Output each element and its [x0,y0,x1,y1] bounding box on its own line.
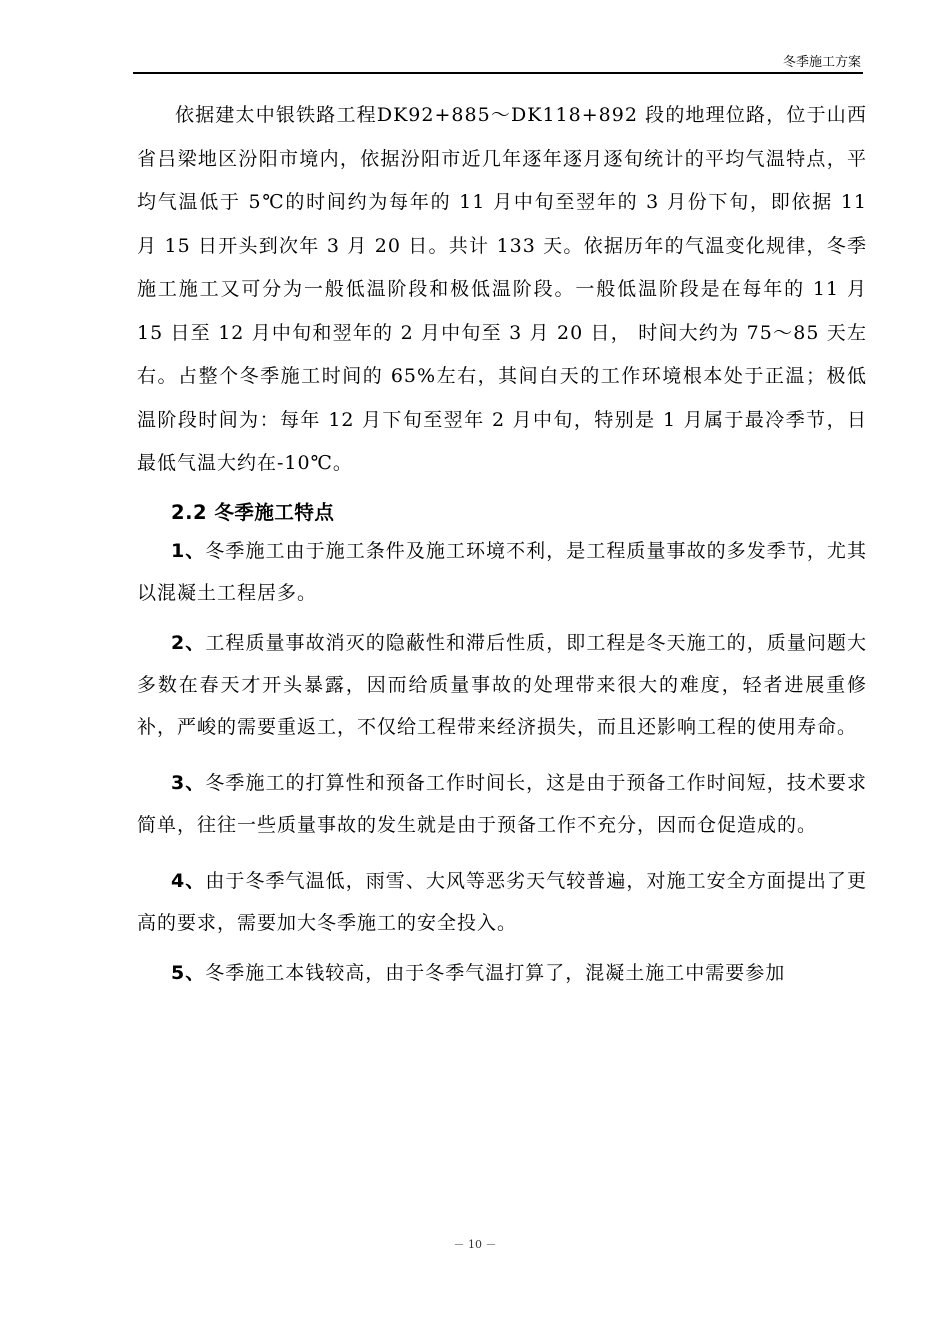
item-separator: 、 [185,869,206,892]
item-text: 冬季施工本钱较高，由于冬季气温打算了，混凝土施工中需要参加 [205,961,786,984]
item-number: 1 [171,539,186,562]
item-text: 工程质量事故消灭的隐蔽性和滞后性质，即工程是冬天施工的，质量问题大多数在春天才开头暴露，因而给质量事故的处理带来很大的难度，轻者进展重修补，严峻的需要重返工，不仅给工程带来经济损失，而且还影响工程的使用寿命。 [137,631,867,738]
page-number: － 10 － [453,1238,497,1251]
section-heading: 2.2 冬季施工特点 [171,500,335,524]
list-item [137,860,867,944]
item-text: 由于冬季气温低，雨雪、大风等恶劣天气较普遍，对施工安全方面提出了更高的要求，需要加大冬季施工的安全投入。 [137,869,867,934]
item-number: 2 [171,631,186,654]
item-number: 5 [171,961,186,984]
item-text: 冬季施工由于施工条件及施工环境不利，是工程质量事故的多发季节，尤其以混凝土工程居多。 [137,539,867,604]
item-separator: 、 [185,771,206,794]
item-separator: 、 [185,539,206,562]
list-item [137,622,867,748]
list-item [137,530,867,614]
item-number: 3 [171,771,186,794]
item-separator: 、 [185,961,206,984]
page-header [133,55,863,74]
item-separator: 、 [185,631,206,654]
item-text: 冬季施工的打算性和预备工作时间长，这是由于预备工作时间短，技术要求简单，往往一些质量事故的发生就是由于预备工作不充分，因而仓促造成的。 [137,771,867,836]
document-body [137,94,867,994]
list-item [137,762,867,846]
item-number: 4 [171,869,186,892]
list-item [137,952,867,994]
intro-paragraph: 依据建太中银铁路工程DK92+885～DK118+892 段的地理位路，位于山西省吕梁地区汾阳市境内，依据汾阳市近几年逐年逐月逐旬统计的平均气温特点，平均气温低于 5℃的时间约为每年的 11 月中旬至翌年的 3 月份下旬，即依据 11 月 15 日开头到次年 3 月 20 日。共计 133 天。依据历年的气温变化规律，冬季施工施工又可分为一般低温阶段和极低温阶段。一般低温阶段是在每年的 11 月 15 日至 12 月中旬和翌年的 2 月中旬至 3 月 20 日， 时间大约为 75～85 天左右。占整个冬季施工时间的 65%左右，其间白天的工作环境根本处于正温；极低温阶段时间为：每年 12 月下旬至翌年 2 月中旬，特别是 1 月属于最冷季节，日最低气温大约在-10℃。 [137,104,867,474]
header-title: 冬季施工方案 [782,55,861,70]
